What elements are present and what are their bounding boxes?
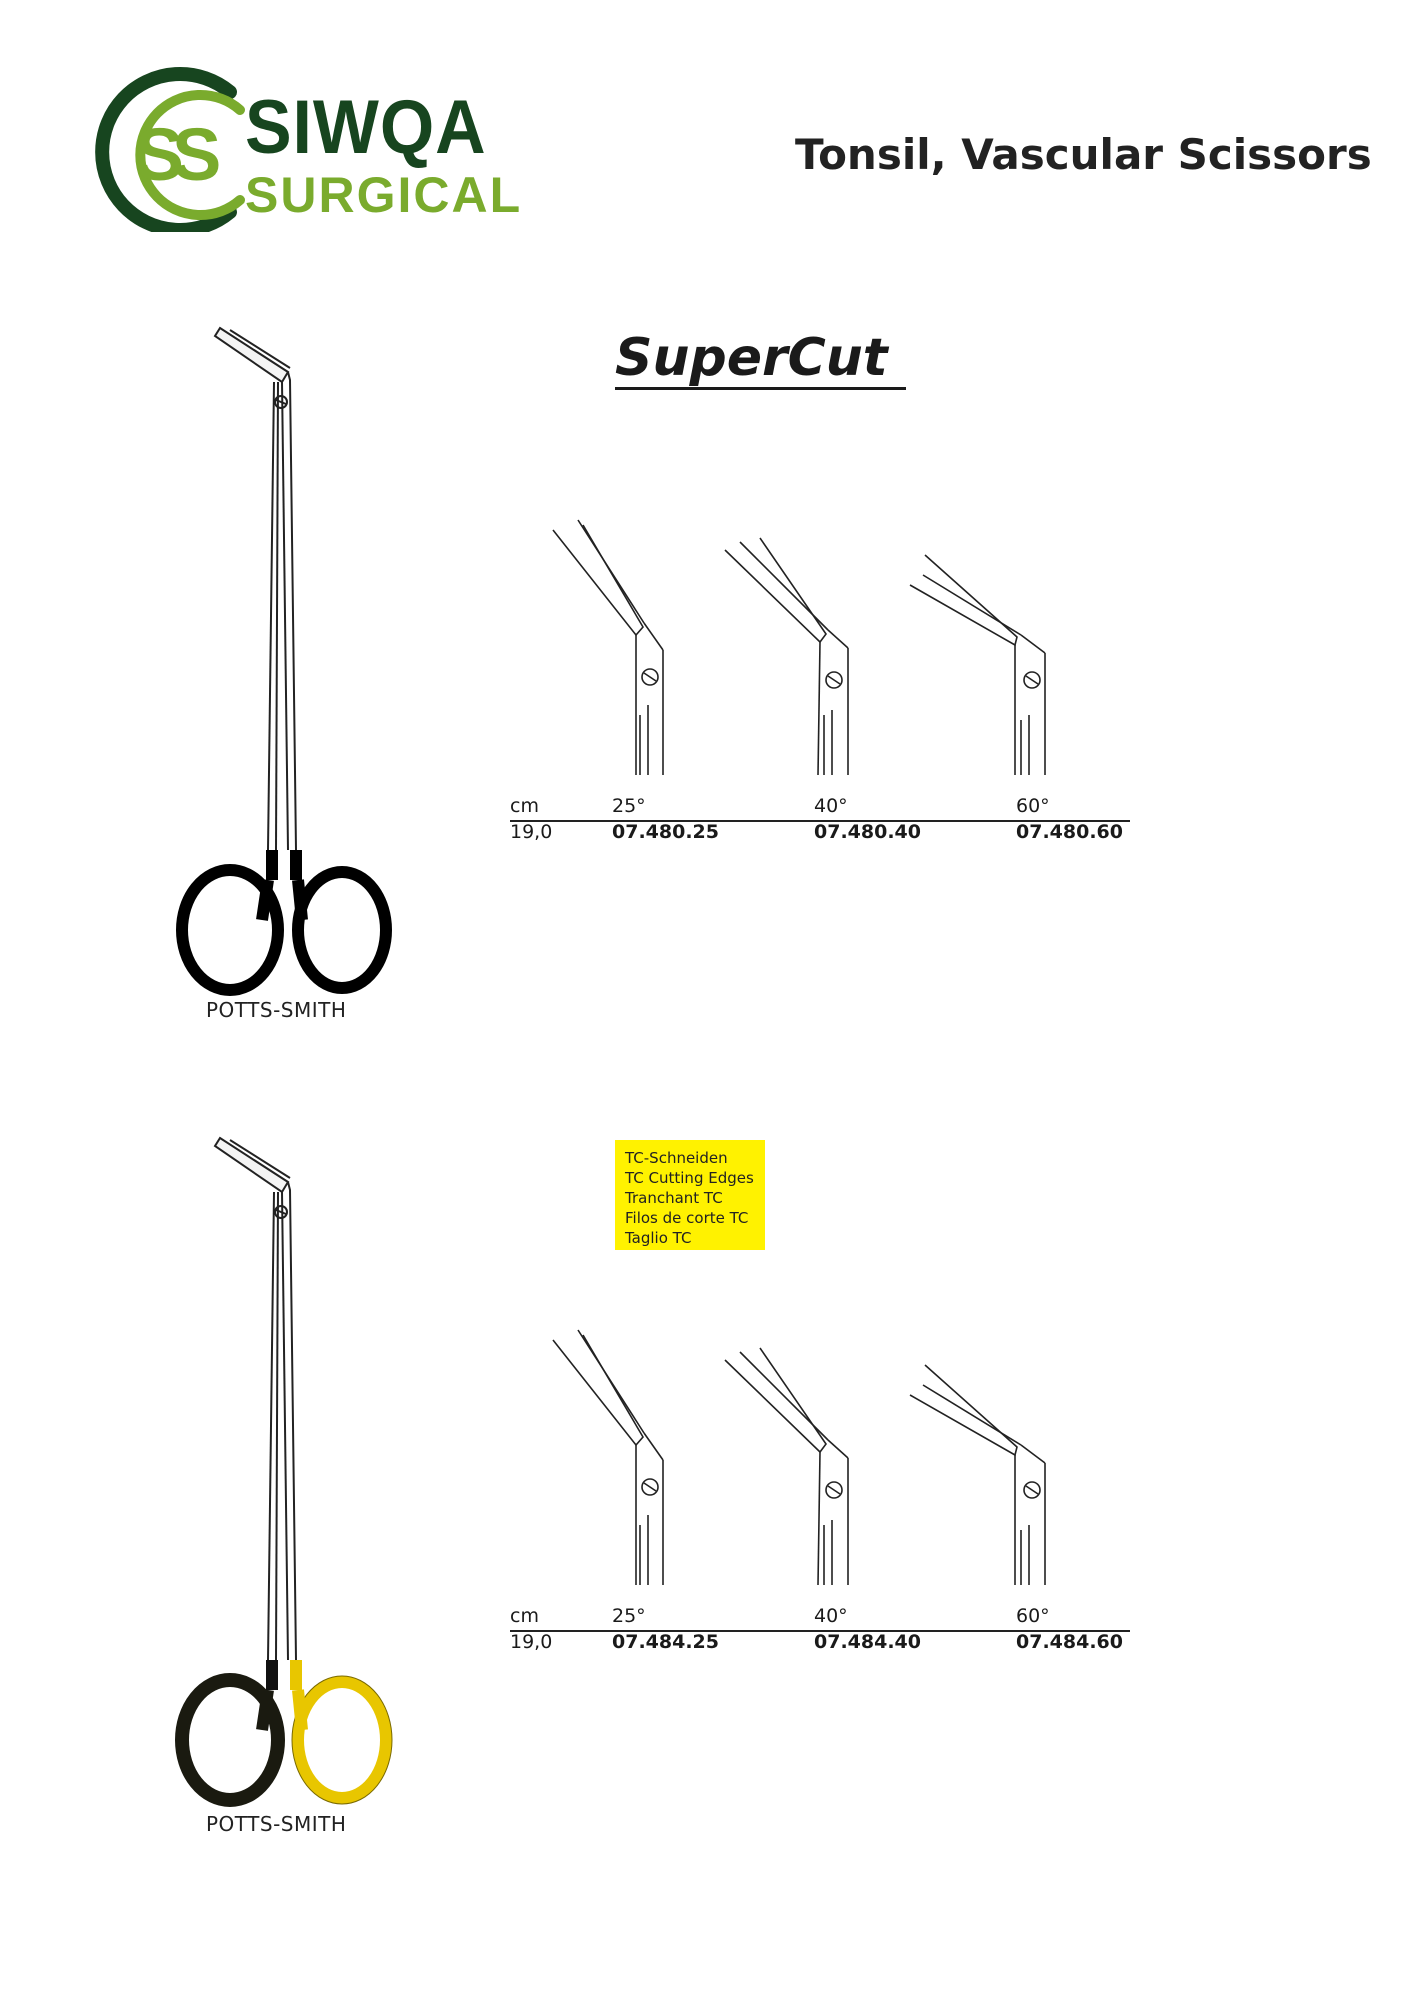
article-code: 07.480.60 xyxy=(1016,821,1123,843)
table-value-row xyxy=(510,1631,1130,1655)
tc-note-line: TC Cutting Edges xyxy=(625,1169,754,1187)
angle-label: 40° xyxy=(814,795,848,817)
tc-note-line: Taglio TC xyxy=(625,1229,692,1247)
logo-monogram: SS xyxy=(134,113,210,196)
angle-label: 40° xyxy=(814,1605,848,1627)
scissors-image-black-handles xyxy=(170,320,410,1000)
size-header: cm xyxy=(510,795,539,817)
tip-detail-40-deg xyxy=(720,1340,870,1585)
tc-note-line: Tranchant TC xyxy=(625,1189,723,1207)
product-name: POTTS-SMITH xyxy=(206,998,347,1022)
scissors-image-gold-handle xyxy=(170,1130,410,1810)
page-title: Tonsil, Vascular Scissors xyxy=(795,130,1372,179)
angle-label: 60° xyxy=(1016,1605,1050,1627)
tc-note-line: TC-Schneiden xyxy=(625,1149,728,1167)
article-code: 07.480.25 xyxy=(612,821,719,843)
tip-detail-60-deg xyxy=(905,545,1075,775)
section-title: SuperCut xyxy=(615,330,906,390)
table-header-row xyxy=(510,795,1130,819)
brand-name-line2: SURGICAL xyxy=(245,167,523,223)
article-code: 07.480.40 xyxy=(814,821,921,843)
size-header: cm xyxy=(510,1605,539,1627)
tip-detail-60-deg xyxy=(905,1355,1075,1585)
tip-detail-25-deg xyxy=(548,515,678,775)
article-code: 07.484.40 xyxy=(814,1631,921,1653)
tip-detail-25-deg xyxy=(548,1325,678,1585)
article-code: 07.484.60 xyxy=(1016,1631,1123,1653)
product-name: POTTS-SMITH xyxy=(206,1812,347,1836)
table-value-row xyxy=(510,821,1130,845)
angle-label: 60° xyxy=(1016,795,1050,817)
tip-detail-40-deg xyxy=(720,530,870,775)
brand-name-line1: SIWQA xyxy=(245,85,487,170)
tc-edges-note xyxy=(615,1140,765,1250)
size-value: 19,0 xyxy=(510,821,553,843)
article-code: 07.484.25 xyxy=(612,1631,719,1653)
size-value: 19,0 xyxy=(510,1631,553,1653)
table-header-row xyxy=(510,1605,1130,1629)
angle-label: 25° xyxy=(612,1605,646,1627)
tc-note-line: Filos de corte TC xyxy=(625,1209,749,1227)
angle-label: 25° xyxy=(612,795,646,817)
